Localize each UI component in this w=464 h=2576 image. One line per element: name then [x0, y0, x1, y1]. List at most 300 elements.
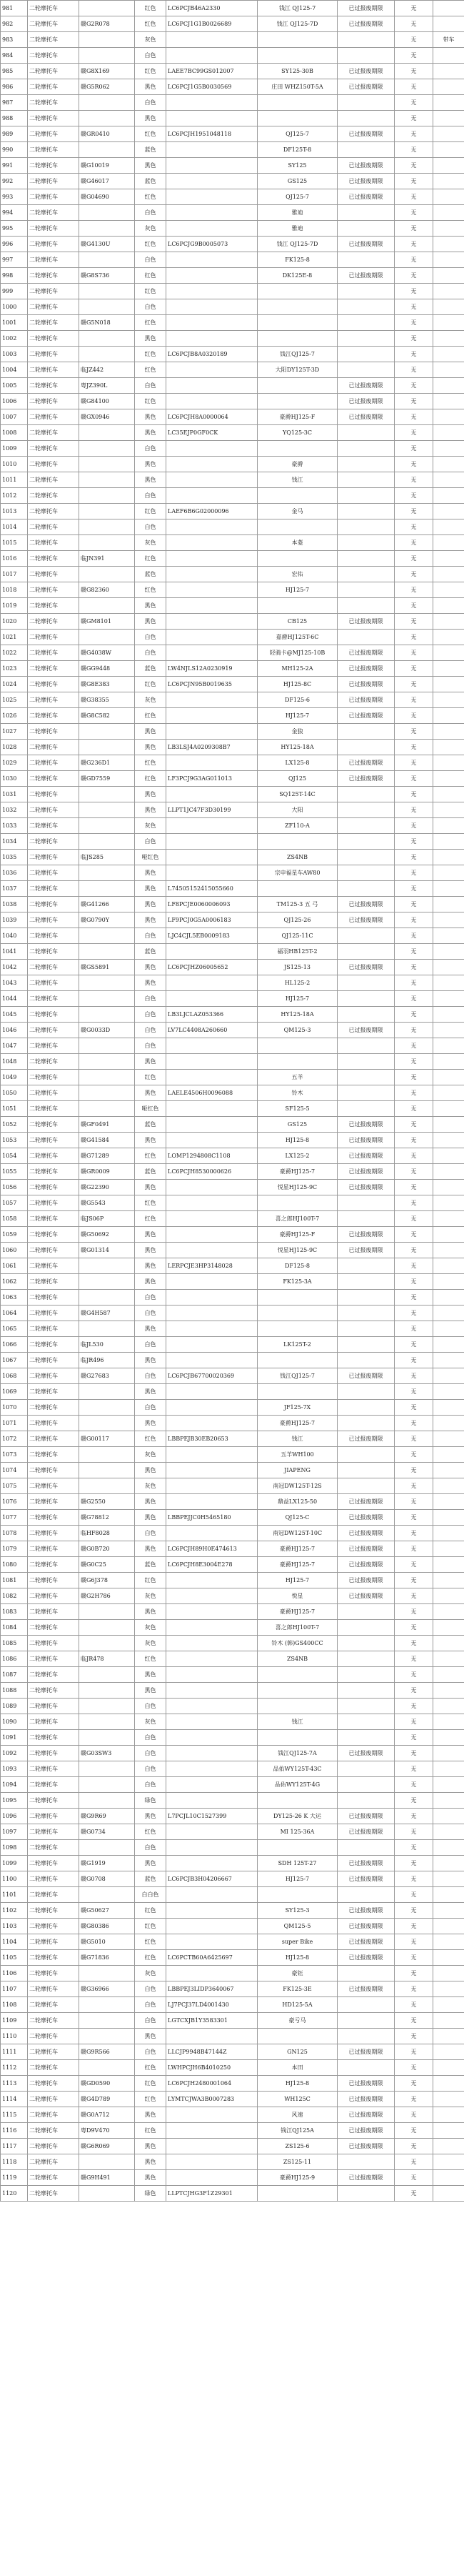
vin-number-cell	[166, 1793, 258, 1809]
vin-number-cell	[166, 1588, 258, 1604]
remark-cell	[433, 2013, 464, 2029]
plate-status-cell: 无	[395, 205, 433, 221]
scrap-status-cell	[338, 991, 395, 1007]
vin-number-cell: LC6PCJB46A2330	[166, 1, 258, 16]
vehicle-type-cell: 二轮摩托车	[28, 2060, 79, 2076]
table-row	[1, 1950, 464, 1966]
vehicle-type-cell: 二轮摩托车	[28, 2076, 79, 2092]
color-cell: 黑色	[135, 1258, 166, 1274]
vin-number-cell	[166, 944, 258, 960]
scrap-status-cell: 已过报废期限	[338, 2123, 395, 2139]
plate-number-cell: 临JZ442	[79, 362, 135, 378]
plate-status-cell: 无	[395, 1023, 433, 1038]
plate-status-cell: 无	[395, 834, 433, 850]
vehicle-type-cell: 二轮摩托车	[28, 1903, 79, 1919]
plate-number-cell: 赣G5N018	[79, 315, 135, 331]
model-cell	[258, 48, 338, 64]
remark-cell	[433, 1903, 464, 1919]
scrap-status-cell: 已过报废期限	[338, 1133, 395, 1148]
vin-number-cell	[166, 1038, 258, 1054]
row-number-cell: 1010	[1, 457, 28, 472]
vin-number-cell	[166, 1101, 258, 1117]
vehicle-type-cell: 二轮摩托车	[28, 1463, 79, 1478]
vehicle-type-cell: 二轮摩托车	[28, 645, 79, 661]
plate-number-cell	[79, 928, 135, 944]
row-number-cell: 1066	[1, 1337, 28, 1353]
model-cell: 悦星	[258, 1588, 338, 1604]
plate-number-cell	[79, 1321, 135, 1337]
row-number-cell: 1088	[1, 1683, 28, 1699]
vehicle-type-cell: 二轮摩托车	[28, 1604, 79, 1620]
remark-cell	[433, 174, 464, 189]
vin-number-cell	[166, 1337, 258, 1353]
vin-number-cell	[166, 2123, 258, 2139]
table-row	[1, 142, 464, 158]
color-cell: 红色	[135, 16, 166, 32]
vin-number-cell	[166, 1463, 258, 1478]
vin-number-cell: L74505152415055660	[166, 881, 258, 897]
vin-number-cell	[166, 48, 258, 64]
scrap-status-cell	[338, 1478, 395, 1494]
model-cell: 钱江 QJ125-7	[258, 1, 338, 16]
model-cell: 雅迪	[258, 221, 338, 237]
vin-number-cell: LC6PCJH8A0000064	[166, 409, 258, 425]
row-number-cell: 1067	[1, 1353, 28, 1368]
model-cell	[258, 2186, 338, 2202]
table-row	[1, 818, 464, 834]
plate-status-cell: 无	[395, 567, 433, 582]
model-cell: HJ125-7	[258, 582, 338, 598]
model-cell	[258, 2029, 338, 2044]
plate-status-cell: 无	[395, 802, 433, 818]
scrap-status-cell: 已过报废期限	[338, 189, 395, 205]
plate-number-cell: 赣G71836	[79, 1950, 135, 1966]
vehicle-type-cell: 二轮摩托车	[28, 1997, 79, 2013]
row-number-cell: 1110	[1, 2029, 28, 2044]
color-cell: 红色	[135, 1934, 166, 1950]
row-number-cell: 1015	[1, 535, 28, 551]
plate-status-cell: 无	[395, 221, 433, 237]
plate-number-cell: 赣G4038W	[79, 645, 135, 661]
model-cell	[258, 315, 338, 331]
color-cell: 红色	[135, 1070, 166, 1085]
color-cell: 红色	[135, 755, 166, 771]
color-cell: 白色	[135, 1306, 166, 1321]
scrap-status-cell	[338, 331, 395, 347]
plate-status-cell: 无	[395, 1541, 433, 1557]
model-cell: HL125-2	[258, 975, 338, 991]
plate-number-cell	[79, 787, 135, 802]
vin-number-cell	[166, 692, 258, 708]
plate-status-cell: 无	[395, 1463, 433, 1478]
color-cell: 白色	[135, 1761, 166, 1777]
vin-number-cell	[166, 551, 258, 567]
table-row	[1, 771, 464, 787]
scrap-status-cell	[338, 1604, 395, 1620]
color-cell: 黑色	[135, 1180, 166, 1195]
model-cell: QJ125-7	[258, 189, 338, 205]
plate-number-cell	[79, 598, 135, 614]
color-cell: 蓝色	[135, 944, 166, 960]
plate-status-cell: 无	[395, 1258, 433, 1274]
plate-status-cell: 无	[395, 1353, 433, 1368]
color-cell: 黑色	[135, 614, 166, 630]
model-cell: 大阳	[258, 802, 338, 818]
plate-status-cell: 无	[395, 378, 433, 394]
plate-status-cell: 无	[395, 1164, 433, 1180]
plate-number-cell	[79, 32, 135, 48]
scrap-status-cell: 已过报废期限	[338, 394, 395, 409]
remark-cell	[433, 2139, 464, 2154]
table-row	[1, 897, 464, 912]
row-number-cell: 1046	[1, 1023, 28, 1038]
vehicle-type-cell: 二轮摩托车	[28, 1306, 79, 1321]
scrap-status-cell	[338, 362, 395, 378]
table-row	[1, 975, 464, 991]
scrap-status-cell: 已过报废期限	[338, 1164, 395, 1180]
vehicle-type-cell: 二轮摩托车	[28, 1007, 79, 1023]
remark-cell	[433, 2107, 464, 2123]
model-cell: 雅迪	[258, 205, 338, 221]
model-cell	[258, 1840, 338, 1856]
color-cell: 白色	[135, 1746, 166, 1761]
plate-status-cell: 无	[395, 1604, 433, 1620]
scrap-status-cell: 已过报废期限	[338, 1494, 395, 1510]
vehicle-type-cell: 二轮摩托车	[28, 1919, 79, 1934]
row-number-cell: 1055	[1, 1164, 28, 1180]
model-cell: HY125-18A	[258, 740, 338, 755]
row-number-cell: 1028	[1, 740, 28, 755]
color-cell: 黑色	[135, 897, 166, 912]
vehicle-type-cell: 二轮摩托车	[28, 347, 79, 362]
remark-cell	[433, 284, 464, 299]
vin-number-cell	[166, 1714, 258, 1730]
color-cell: 红色	[135, 2076, 166, 2092]
vin-number-cell	[166, 1306, 258, 1321]
remark-cell	[433, 1038, 464, 1054]
remark-cell	[433, 347, 464, 362]
vin-number-cell	[166, 1211, 258, 1227]
remark-cell	[433, 2170, 464, 2186]
color-cell: 红色	[135, 708, 166, 724]
plate-number-cell: 赣GG9448	[79, 661, 135, 677]
remark-cell	[433, 1195, 464, 1211]
row-number-cell: 1057	[1, 1195, 28, 1211]
model-cell: 豪爵HJ125-7	[258, 1604, 338, 1620]
vin-number-cell	[166, 567, 258, 582]
plate-status-cell: 无	[395, 771, 433, 787]
color-cell: 红色	[135, 2123, 166, 2139]
vin-number-cell	[166, 1840, 258, 1856]
plate-status-cell: 无	[395, 708, 433, 724]
vehicle-type-cell: 二轮摩托车	[28, 960, 79, 975]
table-row	[1, 362, 464, 378]
vin-number-cell	[166, 2107, 258, 2123]
vehicle-type-cell: 二轮摩托车	[28, 582, 79, 598]
remark-cell	[433, 645, 464, 661]
vehicle-type-cell: 二轮摩托车	[28, 755, 79, 771]
table-row	[1, 299, 464, 315]
scrap-status-cell: 已过报废期限	[338, 661, 395, 677]
remark-cell	[433, 2029, 464, 2044]
plate-number-cell: 赣G0033D	[79, 1023, 135, 1038]
row-number-cell: 1052	[1, 1117, 28, 1133]
plate-status-cell: 无	[395, 142, 433, 158]
vin-number-cell	[166, 1604, 258, 1620]
vin-number-cell: LOMP1294808C1108	[166, 1148, 258, 1164]
model-cell	[258, 1321, 338, 1337]
row-number-cell: 1098	[1, 1840, 28, 1856]
plate-number-cell	[79, 331, 135, 347]
scrap-status-cell	[338, 1085, 395, 1101]
vin-number-cell	[166, 1761, 258, 1777]
scrap-status-cell: 已过报废期限	[338, 1180, 395, 1195]
scrap-status-cell	[338, 1195, 395, 1211]
vehicle-type-cell: 二轮摩托车	[28, 1321, 79, 1337]
color-cell: 红色	[135, 362, 166, 378]
scrap-status-cell	[338, 1777, 395, 1793]
color-cell: 白色	[135, 2044, 166, 2060]
color-cell: 蓝色	[135, 174, 166, 189]
remark-cell	[433, 1070, 464, 1085]
table-row	[1, 457, 464, 472]
vin-number-cell: LLCJP9948B47144Z	[166, 2044, 258, 2060]
table-row	[1, 991, 464, 1007]
plate-number-cell	[79, 881, 135, 897]
plate-status-cell: 无	[395, 960, 433, 975]
model-cell: 豪爵	[258, 457, 338, 472]
color-cell: 哑红色	[135, 850, 166, 865]
model-cell: SQ125T-14C	[258, 787, 338, 802]
remark-cell	[433, 2186, 464, 2202]
vin-number-cell: LBBPEJJC0H5465180	[166, 1510, 258, 1526]
vin-number-cell	[166, 2170, 258, 2186]
model-cell	[258, 1667, 338, 1683]
remark-cell	[433, 535, 464, 551]
plate-number-cell	[79, 535, 135, 551]
table-row	[1, 16, 464, 32]
vehicle-type-cell: 二轮摩托车	[28, 1714, 79, 1730]
vehicle-type-cell: 二轮摩托车	[28, 850, 79, 865]
plate-number-cell: 赣G5543	[79, 1195, 135, 1211]
table-row	[1, 755, 464, 771]
scrap-status-cell	[338, 1699, 395, 1714]
vehicle-type-cell: 二轮摩托车	[28, 174, 79, 189]
remark-cell	[433, 960, 464, 975]
model-cell: SY125-30B	[258, 64, 338, 79]
remark-cell	[433, 441, 464, 457]
plate-number-cell: 赣GD7559	[79, 771, 135, 787]
color-cell: 白色	[135, 2013, 166, 2029]
vehicle-type-cell: 二轮摩托车	[28, 284, 79, 299]
row-number-cell: 1003	[1, 347, 28, 362]
vehicle-type-cell: 二轮摩托车	[28, 1730, 79, 1746]
vehicle-type-cell: 二轮摩托车	[28, 677, 79, 692]
model-cell: HJ125-8	[258, 2076, 338, 2092]
remark-cell	[433, 1557, 464, 1573]
color-cell: 绿色	[135, 2186, 166, 2202]
scrap-status-cell	[338, 1274, 395, 1290]
table-row	[1, 1981, 464, 1997]
vin-number-cell	[166, 1824, 258, 1840]
model-cell	[258, 1353, 338, 1368]
plate-number-cell	[79, 488, 135, 504]
model-cell: 庄田 WHZ150T-5A	[258, 79, 338, 95]
vehicle-type-cell: 二轮摩托车	[28, 1981, 79, 1997]
table-row	[1, 2186, 464, 2202]
color-cell: 白色	[135, 299, 166, 315]
scrap-status-cell: 已过报废期限	[338, 64, 395, 79]
plate-number-cell: 赣G36966	[79, 1981, 135, 1997]
table-row	[1, 598, 464, 614]
remark-cell	[433, 1809, 464, 1824]
row-number-cell: 1021	[1, 630, 28, 645]
vin-number-cell: LC6PCJH1951048118	[166, 126, 258, 142]
vin-number-cell	[166, 315, 258, 331]
scrap-status-cell	[338, 2060, 395, 2076]
table-row	[1, 409, 464, 425]
remark-cell	[433, 1699, 464, 1714]
plate-status-cell: 无	[395, 1038, 433, 1054]
model-cell	[258, 394, 338, 409]
scrap-status-cell: 已过报废期限	[338, 1541, 395, 1557]
vehicle-type-cell: 二轮摩托车	[28, 1023, 79, 1038]
row-number-cell: 1077	[1, 1510, 28, 1526]
table-row	[1, 32, 464, 48]
table-row	[1, 347, 464, 362]
remark-cell	[433, 1085, 464, 1101]
row-number-cell: 1002	[1, 331, 28, 347]
remark-cell	[433, 834, 464, 850]
row-number-cell: 1080	[1, 1557, 28, 1573]
model-cell: 钱江	[258, 1714, 338, 1730]
model-cell: 豪爵HJ125-7	[258, 1541, 338, 1557]
scrap-status-cell: 已过报废期限	[338, 2092, 395, 2107]
scrap-status-cell	[338, 928, 395, 944]
scrap-status-cell: 已过报废期限	[338, 2170, 395, 2186]
vehicle-type-cell: 二轮摩托车	[28, 1133, 79, 1148]
scrap-status-cell	[338, 315, 395, 331]
vin-number-cell	[166, 1243, 258, 1258]
vin-number-cell: LC6PCJN95B0019635	[166, 677, 258, 692]
color-cell: 黑色	[135, 2154, 166, 2170]
row-number-cell: 1032	[1, 802, 28, 818]
table-row	[1, 850, 464, 865]
table-row	[1, 1887, 464, 1903]
color-cell: 红色	[135, 2092, 166, 2107]
color-cell: 黑色	[135, 1683, 166, 1699]
table-row	[1, 2123, 464, 2139]
remark-cell	[433, 79, 464, 95]
remark-cell	[433, 519, 464, 535]
vin-number-cell	[166, 2029, 258, 2044]
plate-number-cell	[79, 1620, 135, 1636]
vin-number-cell: LAEF6B6G02000096	[166, 504, 258, 519]
vin-number-cell: LC6PCTB60A6425697	[166, 1950, 258, 1966]
color-cell: 白色	[135, 1981, 166, 1997]
vin-number-cell	[166, 1400, 258, 1416]
model-cell: QJ125-26	[258, 912, 338, 928]
color-cell: 白色	[135, 1023, 166, 1038]
remark-cell	[433, 614, 464, 630]
vehicle-type-cell: 二轮摩托车	[28, 865, 79, 881]
model-cell: 本菱	[258, 535, 338, 551]
color-cell: 黑色	[135, 975, 166, 991]
color-cell: 灰色	[135, 1588, 166, 1604]
remark-cell	[433, 740, 464, 755]
plate-number-cell: 赣GR0410	[79, 126, 135, 142]
remark-cell	[433, 1683, 464, 1699]
row-number-cell: 1113	[1, 2076, 28, 2092]
plate-status-cell: 无	[395, 1588, 433, 1604]
color-cell: 红色	[135, 1950, 166, 1966]
remark-cell	[433, 787, 464, 802]
remark-cell	[433, 1148, 464, 1164]
plate-status-cell: 无	[395, 362, 433, 378]
plate-status-cell: 无	[395, 1085, 433, 1101]
color-cell: 红色	[135, 1148, 166, 1164]
model-cell: HJ125-7	[258, 708, 338, 724]
model-cell	[258, 551, 338, 567]
plate-number-cell	[79, 299, 135, 315]
color-cell: 黑色	[135, 912, 166, 928]
color-cell: 白白色	[135, 1887, 166, 1903]
vin-number-cell: LBBPEJ3LIDP3640067	[166, 1981, 258, 1997]
remark-cell	[433, 802, 464, 818]
color-cell: 白色	[135, 441, 166, 457]
model-cell: QJ125	[258, 771, 338, 787]
plate-number-cell: 赣GM8101	[79, 614, 135, 630]
scrap-status-cell: 已过报废期限	[338, 1950, 395, 1966]
vin-number-cell: LC6PCJH2480001064	[166, 2076, 258, 2092]
remark-cell	[433, 1400, 464, 1416]
scrap-status-cell	[338, 1054, 395, 1070]
remark-cell	[433, 1384, 464, 1400]
model-cell	[258, 1683, 338, 1699]
table-row	[1, 1416, 464, 1431]
plate-status-cell: 无	[395, 1887, 433, 1903]
remark-cell	[433, 1, 464, 16]
plate-number-cell: 赣G50627	[79, 1903, 135, 1919]
remark-cell	[433, 2123, 464, 2139]
table-row	[1, 551, 464, 567]
vin-number-cell: LLPTCJHG3F1Z29301	[166, 2186, 258, 2202]
remark-cell	[433, 331, 464, 347]
model-cell: 福羽HB125T-2	[258, 944, 338, 960]
plate-status-cell: 无	[395, 2092, 433, 2107]
row-number-cell: 1106	[1, 1966, 28, 1981]
vehicle-type-cell: 二轮摩托车	[28, 1070, 79, 1085]
color-cell: 白色	[135, 205, 166, 221]
table-row	[1, 1871, 464, 1887]
scrap-status-cell	[338, 299, 395, 315]
scrap-status-cell: 已过报废期限	[338, 1746, 395, 1761]
row-number-cell: 991	[1, 158, 28, 174]
vin-number-cell	[166, 158, 258, 174]
model-cell: 钱江	[258, 1431, 338, 1447]
vehicle-type-cell: 二轮摩托车	[28, 975, 79, 991]
model-cell: QJ125-C	[258, 1510, 338, 1526]
plate-status-cell: 无	[395, 394, 433, 409]
vin-number-cell	[166, 111, 258, 126]
vin-number-cell: LF9PCJ0G5A0006183	[166, 912, 258, 928]
plate-number-cell: 赣G4D789	[79, 2092, 135, 2107]
scrap-status-cell	[338, 818, 395, 834]
remark-cell	[433, 425, 464, 441]
color-cell: 白色	[135, 48, 166, 64]
plate-status-cell: 无	[395, 425, 433, 441]
scrap-status-cell: 已过报废期限	[338, 1903, 395, 1919]
